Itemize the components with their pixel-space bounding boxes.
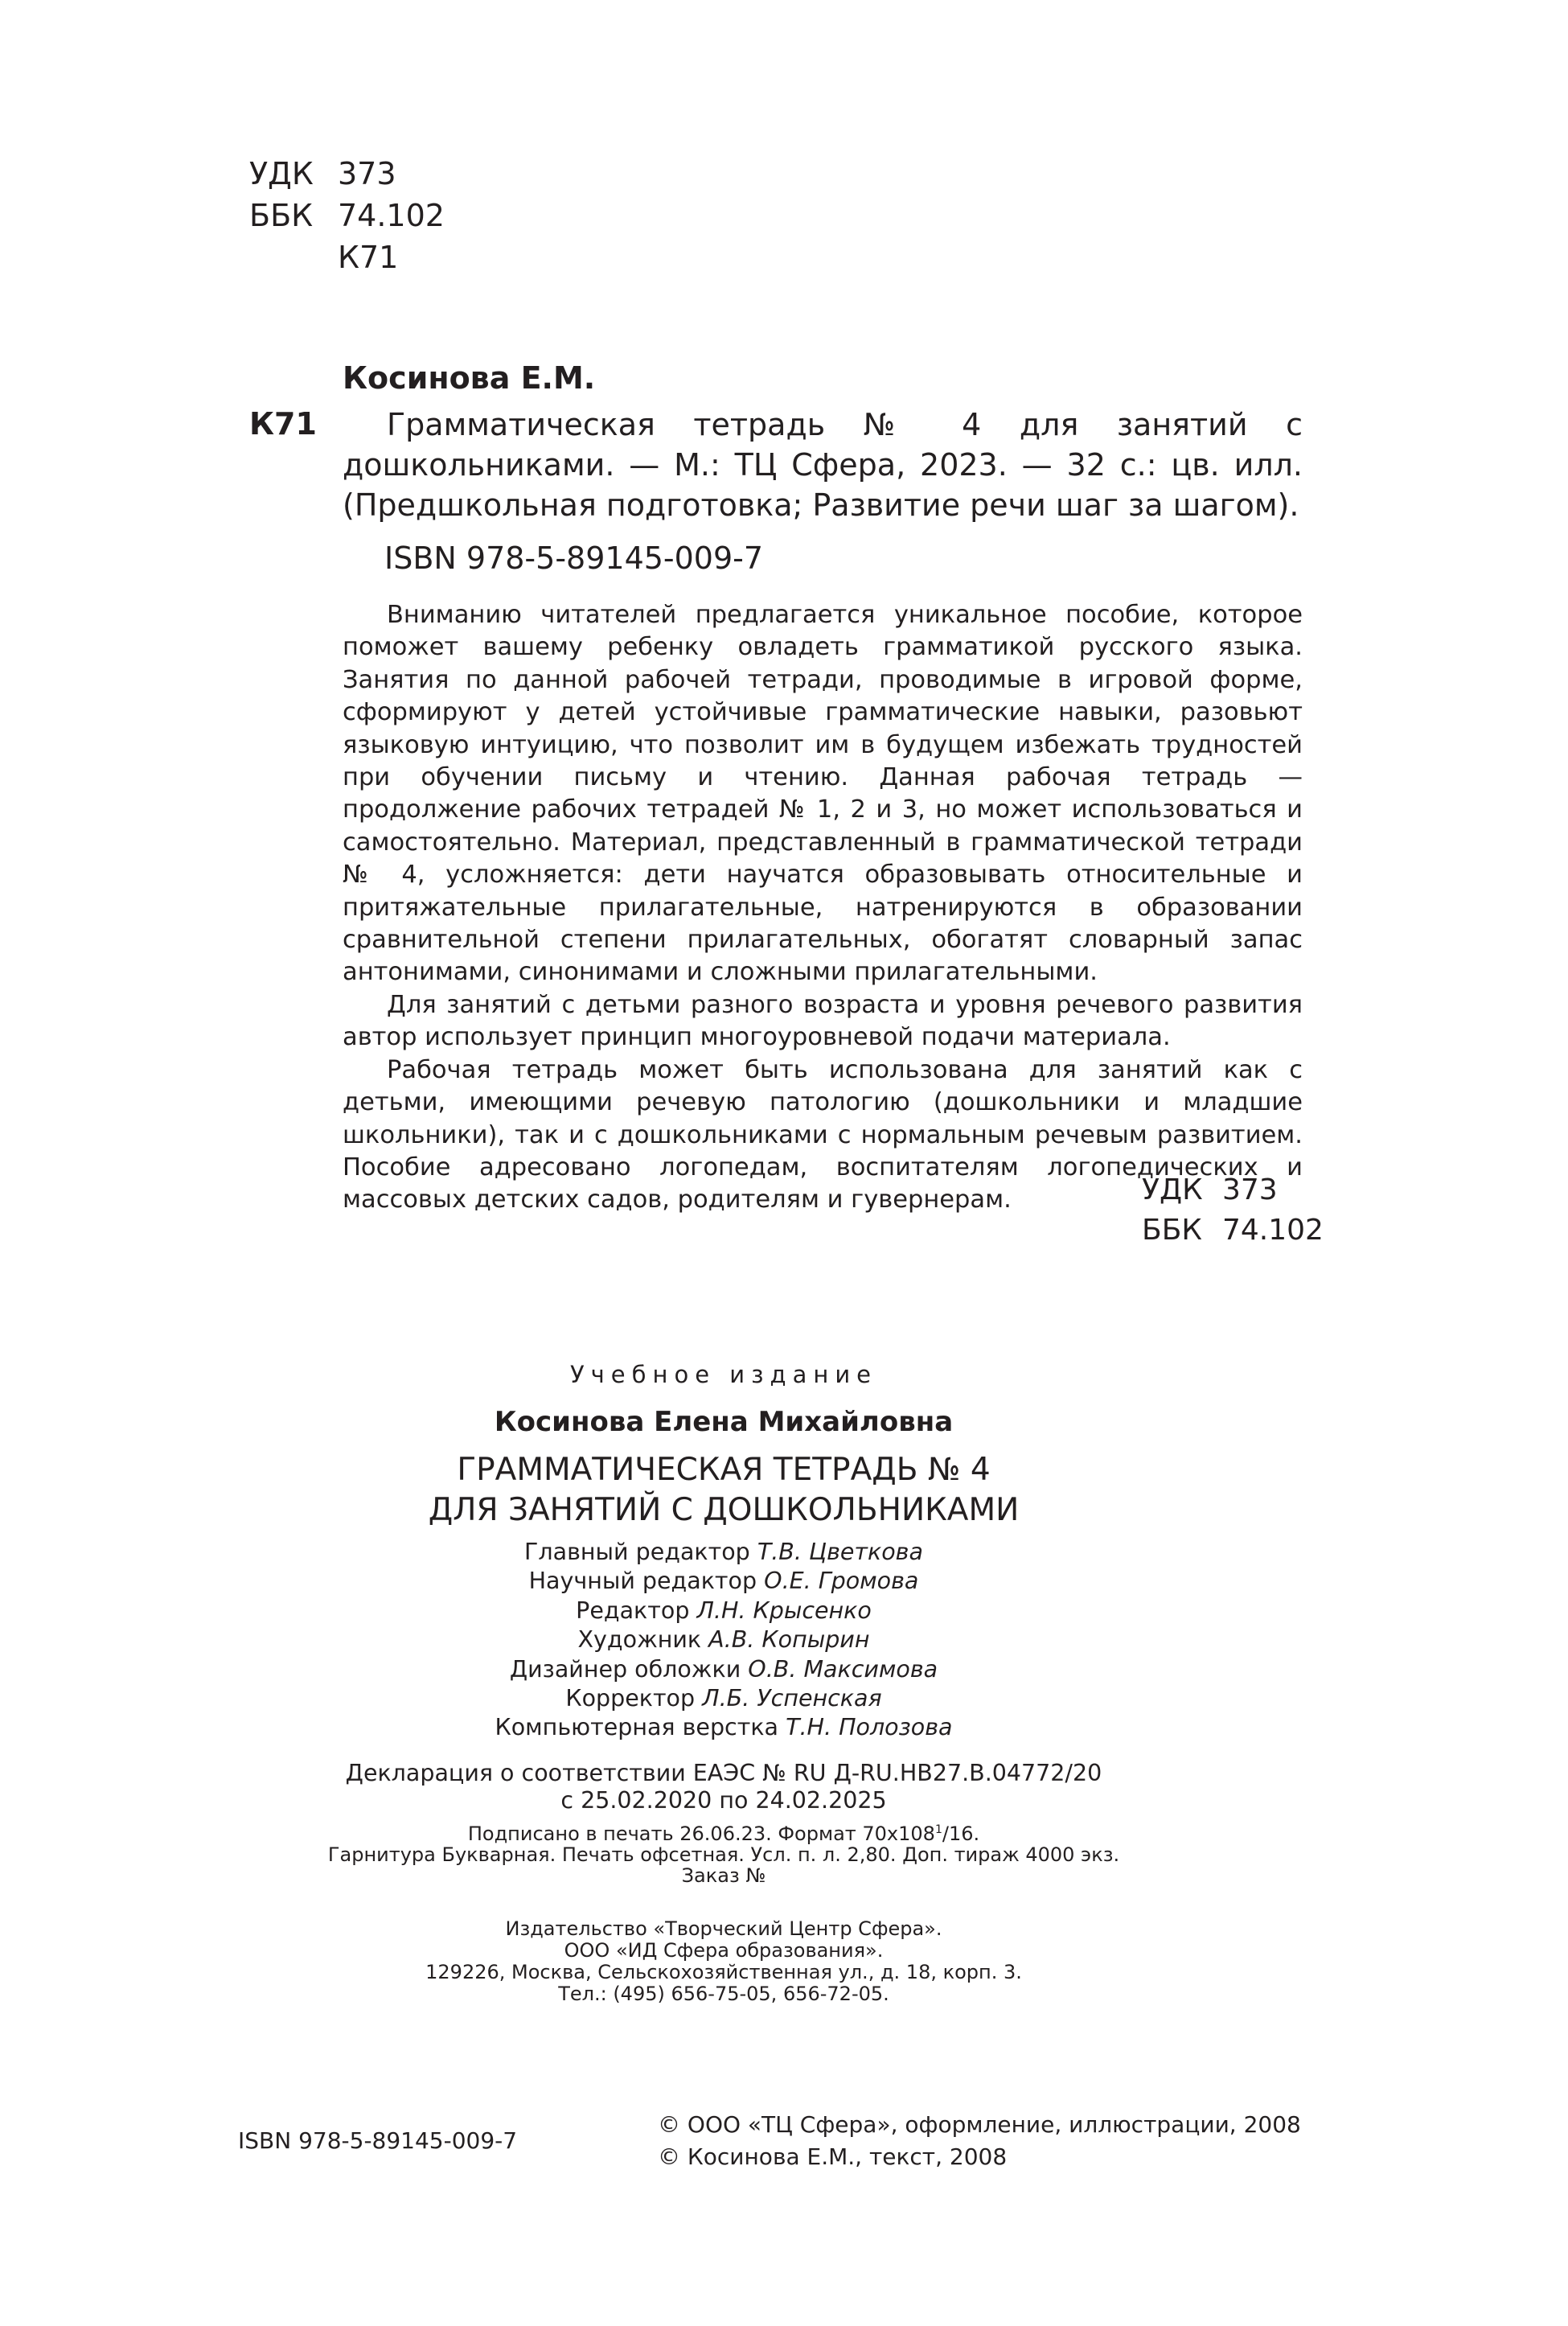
declaration <box>0 1760 1508 1814</box>
credit-role: Главный редактор <box>524 1539 750 1565</box>
credit-name: Т.В. Цветкова <box>757 1539 923 1565</box>
credit-name: Л.Б. Успенская <box>702 1685 882 1712</box>
credit-line <box>0 1684 1508 1713</box>
author-full-name: Косинова Елена Михайловна <box>494 1406 954 1438</box>
edition-type: Учебное издание <box>569 1361 878 1388</box>
udk-value: 373 <box>338 156 396 191</box>
credit-name: О.В. Максимова <box>748 1655 938 1683</box>
credit-name: А.В. Копырин <box>708 1626 870 1654</box>
bibliographic-author-sign: К71 <box>249 406 317 442</box>
credit-role: Дизайнер обложки <box>509 1655 741 1683</box>
publisher-line: 129226, Москва, Сельскохозяйственная ул., д. 18, корп. 3. <box>425 1961 1022 1983</box>
bibliographic-description: Грамматическая тетрадь № 4 для занятий с дошкольниками. — М.: ТЦ Сфера, 2023. — 32 с.: цв. илл. (Предшкольная подготовка; Развитие речи шаг за шагом). <box>343 407 1303 523</box>
credit-line <box>0 1655 1508 1684</box>
credit-role: Художник <box>577 1626 702 1654</box>
print-line-text: Подписано в печать 26.06.23. Формат 70х108 <box>467 1823 935 1845</box>
title-line: ГРАММАТИЧЕСКАЯ ТЕТРАДЬ № 4 <box>457 1452 991 1488</box>
book-title <box>0 1450 1508 1531</box>
credit-role: Научный редактор <box>528 1568 757 1595</box>
bbk-label: ББК <box>249 198 314 233</box>
annotation-paragraph: Вниманию читателей предлагается уникальное пособие, которое поможет вашему ребенку овладеть грамматикой русского языка. Занятия по данной рабочей тетради, проводимые в игровой форме, сформируют у детей устойчивые грамматические навыки, разовьют языковую интуицию, что позволит им в будущем избежать трудностей при обучении письму и чтению. Данная рабочая тетрадь — продолжение рабочих тетрадей № 1, 2 и 3, но может использоваться и самостоятельно. Материал, представленный в грамматической тетради № 4, усложняется: дети научатся образовывать относительные и притяжательные прилагательные, натренируются в образовании сравнительной степени прилагательных, обогатят словарный запас антонимами, синонимами и сложными прилагательными. <box>343 601 1303 987</box>
udk-label: УДК <box>1142 1173 1203 1206</box>
declaration-line: с 25.02.2020 по 24.02.2025 <box>560 1787 887 1814</box>
author-sign: К71 <box>338 240 399 275</box>
credit-line <box>0 1713 1508 1742</box>
credit-line <box>0 1538 1508 1567</box>
copyright-line: © Косинова Е.М., текст, 2008 <box>658 2143 1008 2170</box>
credit-role: Редактор <box>576 1597 690 1624</box>
publisher-line: Издательство «Творческий Центр Сфера». <box>505 1917 942 1940</box>
print-info <box>0 1819 1508 1886</box>
credit-line <box>0 1597 1508 1625</box>
credit-line <box>0 1567 1508 1596</box>
print-line: Заказ № <box>681 1864 766 1887</box>
format-denominator: /16. <box>942 1823 980 1845</box>
annotation <box>343 599 1303 1217</box>
credit-name: Л.Н. Крысенко <box>696 1597 872 1624</box>
publisher-line: Тел.: (495) 656-75-05, 656-72-05. <box>558 1983 889 2005</box>
credit-role: Корректор <box>565 1685 696 1712</box>
bbk-value: 74.102 <box>338 198 445 233</box>
isbn-top: ISBN 978-5-89145-009-7 <box>384 540 764 576</box>
title-line: ДЛЯ ЗАНЯТИЙ С ДОШКОЛЬНИКАМИ <box>428 1492 1020 1528</box>
udk-value: 373 <box>1222 1173 1278 1206</box>
print-line <box>0 1819 1508 1844</box>
bbk-value: 74.102 <box>1222 1214 1324 1247</box>
print-line: Гарнитура Букварная. Печать офсетная. Усл. п. л. 2,80. Доп. тираж 4000 экз. <box>327 1843 1120 1866</box>
classification-block-top <box>249 153 445 278</box>
annotation-paragraph: Для занятий с детьми разного возраста и уровня речевого развития автор использует принцип многоуровневой подачи материала. <box>343 990 1303 1052</box>
classification-block-right <box>1142 1170 1324 1251</box>
udk-label: УДК <box>249 156 314 191</box>
copyright-line: © ООО «ТЦ Сфера», оформление, иллюстрации, 2008 <box>658 2111 1301 2138</box>
isbn-bottom: ISBN 978-5-89145-009-7 <box>238 2127 518 2154</box>
bibliographic-author: Косинова Е.М. <box>343 360 596 396</box>
publisher-line: ООО «ИД Сфера образования». <box>564 1939 884 1962</box>
credit-line <box>0 1625 1508 1654</box>
format-superscript: 1 <box>934 1823 942 1836</box>
copyright-block <box>658 2109 1301 2173</box>
annotation-paragraph: Рабочая тетрадь может быть использована для занятий как с детьми, имеющими речевую патологию (дошкольники и младшие школьники), так и с дошкольниками с нормальным речевым развитием. Пособие адресовано логопедам, воспитателям логопедических и массовых детских садов, родителям и гувернерам. <box>343 1055 1303 1214</box>
credit-name: Т.Н. Полозова <box>786 1714 953 1741</box>
bbk-label: ББК <box>1142 1214 1202 1247</box>
credits <box>0 1538 1508 1743</box>
publisher-info <box>0 1918 1508 2005</box>
credit-name: О.Е. Громова <box>764 1568 919 1595</box>
credit-role: Компьютерная верстка <box>495 1714 779 1741</box>
declaration-line: Декларация о соответствии ЕАЭС № RU Д-RU.НВ27.В.04772/20 <box>345 1760 1102 1786</box>
